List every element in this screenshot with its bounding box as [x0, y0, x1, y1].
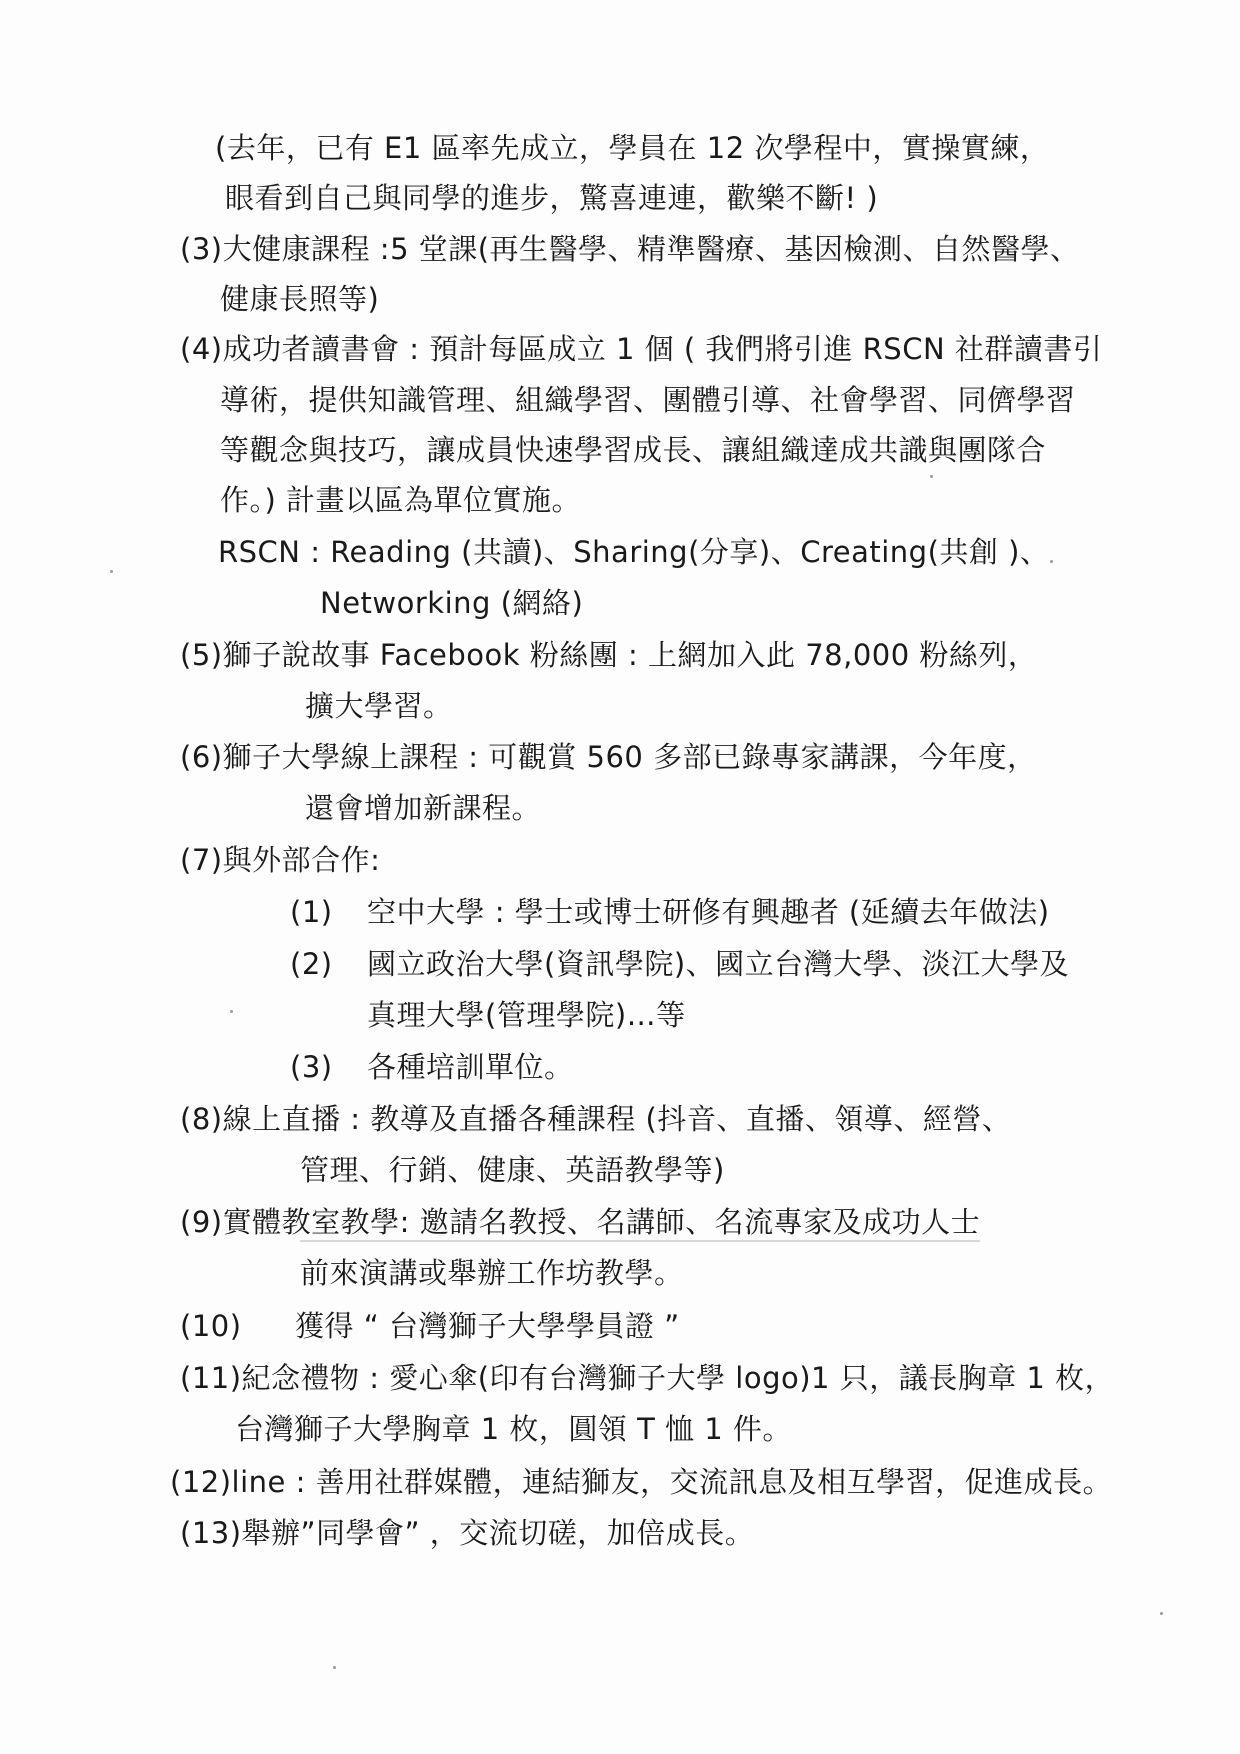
text-line-2: 眼看到自己與同學的進步，驚喜連連，歡樂不斷! )	[225, 181, 879, 215]
item-13-line: (13)舉辦”同學會” ，交流切磋，加倍成長。	[180, 1516, 755, 1550]
item-7-line: (7)與外部合作:	[180, 843, 381, 877]
item-3-line-1: (3)大健康課程 :5 堂課(再生醫學、精準醫療、基因檢測、自然醫學、	[180, 232, 1080, 266]
sub-item-3-num: (3)	[290, 1050, 333, 1084]
item-11-line-1: (11)紀念禮物 : 愛心傘(印有台灣獅子大學 logo)1 只，議長胸章 1 枚，	[180, 1361, 1115, 1395]
scan-speck	[230, 1010, 233, 1013]
item-10-text: 獲得 “ 台灣獅子大學學員證 ”	[295, 1309, 680, 1343]
rscn-line-1: RSCN : Reading (共讀)、Sharing(分享)、Creating(共創 )、	[218, 535, 1050, 569]
item-4-line-4: 作。) 計畫以區為單位實施。	[220, 483, 582, 517]
item-10-num: (10)	[180, 1309, 242, 1343]
scan-speck	[1160, 1612, 1163, 1615]
sub-item-3-text: 各種培訓單位。	[367, 1050, 574, 1084]
scan-speck	[930, 475, 933, 478]
sub-item-2-text: 國立政治大學(資訊學院)、國立台灣大學、淡江大學及	[367, 947, 1070, 981]
item-5-line-2: 擴大學習。	[305, 689, 453, 723]
text-line-1: (去年，已有 E1 區率先成立，學員在 12 次學程中，實操實練，	[215, 131, 1050, 165]
sub-item-2-num: (2)	[290, 947, 333, 981]
item-6-line-2: 還會增加新課程。	[305, 791, 542, 825]
item-8-line-1: (8)線上直播 : 教導及直播各種課程 (抖音、直播、領導、經營、	[180, 1102, 1012, 1136]
item-3-line-2: 健康長照等)	[220, 282, 380, 316]
item-12-line: (12)line : 善用社群媒體，連結獅友，交流訊息及相互學習，促進成長。	[170, 1465, 1113, 1499]
item-9-line-2: 前來演講或舉辦工作坊教學。	[300, 1256, 684, 1290]
scan-speck	[333, 1666, 336, 1669]
item-4-line-3: 等觀念與技巧，讓成員快速學習成長、讓組織達成共識與團隊合	[220, 433, 1047, 467]
item-11-line-2: 台灣獅子大學胸章 1 枚，圓領 T 恤 1 件。	[235, 1412, 792, 1446]
scan-speck	[1050, 560, 1053, 563]
sub-item-1-text: 空中大學 : 學士或博士研修有興趣者 (延續去年做法)	[367, 895, 1050, 929]
item-5-line-1: (5)獅子說故事 Facebook 粉絲團 : 上網加入此 78,000 粉絲列，	[180, 638, 1038, 672]
item-4-line-1: (4)成功者讀書會 : 預計每區成立 1 個 ( 我們將引進 RSCN 社群讀書引	[180, 332, 1103, 366]
scan-smudge	[300, 1240, 980, 1242]
item-6-line-1: (6)獅子大學線上課程 : 可觀賞 560 多部已錄專家講課，今年度，	[180, 740, 1037, 774]
item-8-line-2: 管理、行銷、健康、英語教學等)	[300, 1153, 725, 1187]
sub-item-2-text-cont: 真理大學(管理學院)…等	[367, 998, 686, 1032]
rscn-line-2: Networking (網絡)	[320, 586, 584, 620]
item-9-line-1: (9)實體教室教學: 邀請名教授、名講師、名流專家及成功人士	[180, 1205, 981, 1239]
scan-speck	[110, 570, 113, 573]
item-4-line-2: 導術，提供知識管理、組織學習、團體引導、社會學習、同儕學習	[220, 383, 1076, 417]
sub-item-1-num: (1)	[290, 895, 333, 929]
